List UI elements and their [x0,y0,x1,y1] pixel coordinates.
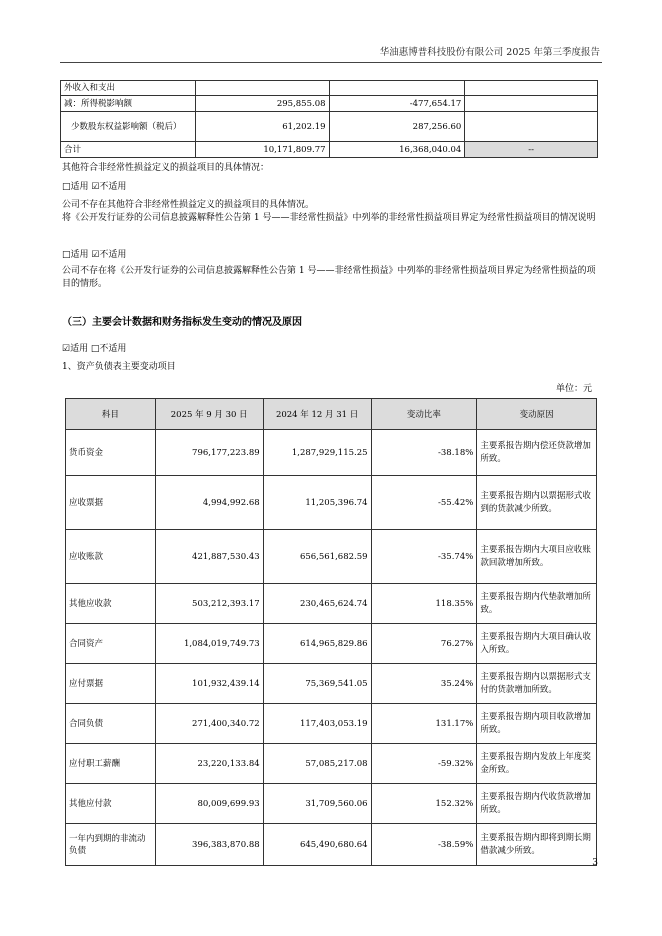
column-header: 2024 年 12 月 31 日 [263,399,371,430]
table-row [66,584,597,624]
amount-2025-cell: 23,220,133.84 [155,744,263,784]
column-header: 科目 [66,399,156,430]
paragraph-reclassification-note: 将《公开发行证券的公司信息披露解释性公告第 1 号——非经常性损益》中列举的非经常性损益项目界定为经常性损益项目的情况说明 [62,213,596,223]
reason-cell: 主要系报告期内项目收款增加所致。 [477,704,597,744]
change-rate-cell: -38.18% [371,430,477,476]
item-cell: 其他应收款 [66,584,156,624]
table-row [66,430,597,476]
amount-2025-cell: 271,400,340.72 [155,704,263,744]
paragraph-other-items: 其他符合非经常性损益定义的损益项目的具体情况： [62,163,270,173]
item-cell: 应付职工薪酬 [66,744,156,784]
amount-2025-cell: 421,887,530.43 [155,530,263,584]
value-current: 10,171,809.77 [195,142,329,158]
reason-cell: 主要系报告期内以票据形式收到的货款减少所致。 [477,476,597,530]
amount-2024-cell: 645,490,680.64 [263,824,371,866]
applicability-checkbox-2: □适用 ☑不适用 [62,250,127,260]
value-current: 61,202.19 [195,112,329,142]
change-rate-cell: -59.32% [371,744,477,784]
table-row [66,664,597,704]
amount-2025-cell: 80,009,699.93 [155,784,263,824]
value-current: 295,855.08 [195,96,329,112]
page-number: 3 [592,858,598,868]
column-header: 变动比率 [371,399,477,430]
balance-sheet-changes-table [65,398,597,866]
amount-2024-cell: 117,403,053.19 [263,704,371,744]
table-row [61,142,598,158]
amount-2025-cell: 4,994,992.68 [155,476,263,530]
value-current [195,81,329,96]
reason-cell: 主要系报告期内大项目确认收入所致。 [477,624,597,664]
reason-cell: 主要系报告期内发放上年度奖金所致。 [477,744,597,784]
value-prior: 16,368,040.04 [329,142,465,158]
change-rate-cell: 118.35% [371,584,477,624]
amount-2025-cell: 101,932,439.14 [155,664,263,704]
change-rate-cell: 76.27% [371,624,477,664]
table-row [66,744,597,784]
value-prior [329,81,465,96]
value-note [465,112,598,142]
change-rate-cell: 35.24% [371,664,477,704]
amount-2024-cell: 614,965,829.86 [263,624,371,664]
change-rate-cell: -35.74% [371,530,477,584]
table-row [61,81,598,96]
amount-2024-cell: 656,561,682.59 [263,530,371,584]
amount-2024-cell: 1,287,929,115.25 [263,430,371,476]
column-header: 变动原因 [477,399,597,430]
change-rate-cell: -55.42% [371,476,477,530]
value-prior: -477,654.17 [329,96,465,112]
reason-cell: 主要系报告期内即将到期长期借款减少所致。 [477,824,597,866]
paragraph-no-other-items: 公司不存在其他符合非经常性损益定义的损益项目的具体情况。 [62,200,315,210]
table-row [66,704,597,744]
table-row [61,96,598,112]
section-title: （三）主要会计数据和财务指标发生变动的情况及原因 [62,317,302,328]
amount-2024-cell: 75,369,541.05 [263,664,371,704]
row-label: 减：所得税影响额 [61,96,196,112]
subsection-title: 1、资产负债表主要变动项目 [62,362,176,372]
item-cell: 其他应付款 [66,784,156,824]
reason-cell: 主要系报告期内大项目应收账款回款增加所致。 [477,530,597,584]
amount-2024-cell: 11,205,396.74 [263,476,371,530]
value-prior: 287,256.60 [329,112,465,142]
item-cell: 应收票据 [66,476,156,530]
amount-2025-cell: 796,177,223.89 [155,430,263,476]
column-header: 2025 年 9 月 30 日 [155,399,263,430]
amount-2025-cell: 503,212,393.17 [155,584,263,624]
item-cell: 一年内到期的非流动负债 [66,824,156,866]
value-note: -- [465,142,598,158]
change-rate-cell: 131.17% [371,704,477,744]
item-cell: 应收账款 [66,530,156,584]
applicability-checkbox-3: ☑适用 □不适用 [62,344,127,354]
amount-2024-cell: 57,085,217.08 [263,744,371,784]
non-recurring-items-table [60,80,598,158]
amount-2024-cell: 31,709,560.06 [263,784,371,824]
paragraph-no-reclassification: 公司不存在将《公开发行证券的公司信息披露解释性公告第 1 号——非经常性损益》中列举的非经常性损益项目界定为经常性损益的项目的情形。 [62,266,596,289]
table-row [66,624,597,664]
value-note [465,96,598,112]
table-row [61,112,598,142]
reason-cell: 主要系报告期内偿还贷款增加所致。 [477,430,597,476]
reason-cell: 主要系报告期内代收货款增加所致。 [477,784,597,824]
item-cell: 合同资产 [66,624,156,664]
reason-cell: 主要系报告期内代垫款增加所致。 [477,584,597,624]
amount-2024-cell: 230,465,624.74 [263,584,371,624]
reason-cell: 主要系报告期内以票据形式支付的货款增加所致。 [477,664,597,704]
table-row [66,824,597,866]
report-header-title: 华油惠博普科技股份有限公司 2025 年第三季度报告 [379,47,600,58]
change-rate-cell: -38.59% [371,824,477,866]
row-label: 外收入和支出 [61,81,196,96]
header-divider [60,62,602,63]
item-cell: 合同负债 [66,704,156,744]
applicability-checkbox-1: □适用 ☑不适用 [62,182,127,192]
table-row [66,784,597,824]
value-note [465,81,598,96]
unit-label: 单位：元 [555,384,592,394]
item-cell: 货币资金 [66,430,156,476]
table-row [66,476,597,530]
row-label: 少数股东权益影响额（税后） [61,112,196,142]
row-label: 合计 [61,142,196,158]
change-rate-cell: 152.32% [371,784,477,824]
table-row [66,530,597,584]
amount-2025-cell: 1,084,019,749.73 [155,624,263,664]
table-header-row [66,399,597,430]
amount-2025-cell: 396,383,870.88 [155,824,263,866]
item-cell: 应付票据 [66,664,156,704]
